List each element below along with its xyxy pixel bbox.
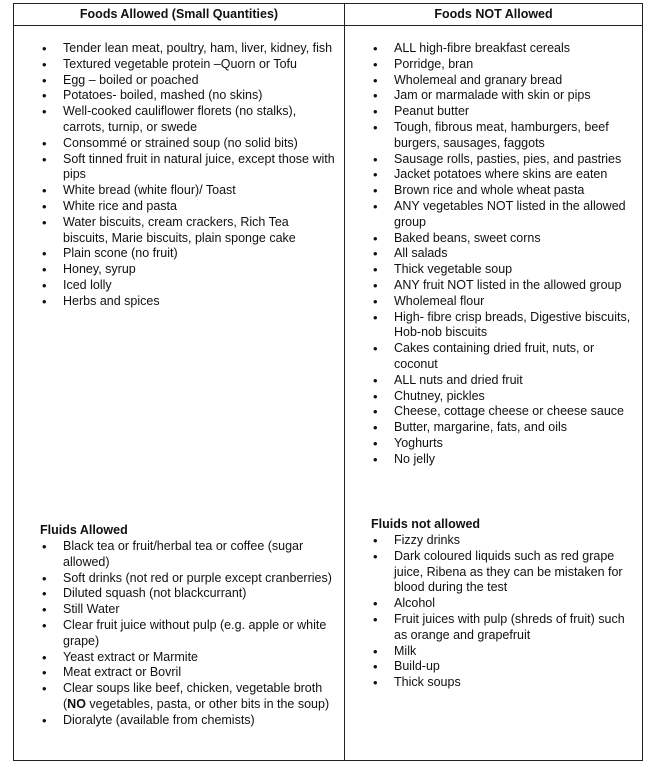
list-item: • ALL high-fibre breakfast cereals (371, 41, 641, 57)
list-item: • No jelly (371, 452, 641, 468)
broth-rest: vegetables, pasta, or other bits in the soup) (85, 696, 330, 711)
list-item: • Dark coloured liquids such as red grape juice, Ribena as they can be mistaken for blood during the test (371, 549, 641, 596)
list-item: • Tender lean meat, poultry, ham, liver, kidney, fish (40, 41, 336, 57)
list-item: • Thick soups (371, 675, 641, 691)
list-item: • Egg – boiled or poached (40, 73, 336, 89)
list-item: • ANY fruit NOT listed in the allowed group (371, 278, 641, 294)
list-item: • Milk (371, 644, 641, 660)
list-item: • Jacket potatoes where skins are eaten (371, 167, 641, 183)
list-item: • Build-up (371, 659, 641, 675)
list-item: • Brown rice and whole wheat pasta (371, 183, 641, 199)
diet-table (13, 3, 643, 761)
list-item: • Soft drinks (not red or purple except cranberries) (40, 571, 336, 587)
fluids-not-allowed-list (371, 533, 641, 691)
fluids-allowed-list (40, 539, 336, 729)
list-item: • Black tea or fruit/herbal tea or coffee (sugar allowed) (40, 539, 336, 571)
fluids-not-allowed-title: Fluids not allowed (371, 517, 481, 531)
list-item: • Chutney, pickles (371, 389, 641, 405)
list-item: • Water biscuits, cream crackers, Rich Tea biscuits, Marie biscuits, plain sponge cake (40, 215, 336, 247)
allowed-foods-list (40, 41, 336, 310)
list-item: • Sausage rolls, pasties, pies, and pastries (371, 152, 641, 168)
fluids-allowed-title: Fluids Allowed (40, 523, 128, 537)
list-item: • Dioralyte (available from chemists) (40, 713, 336, 729)
allowed-foods-header: Foods Allowed (Small Quantities) (79, 7, 279, 21)
broth-text: Clear soups like beef, chicken, vegetable broth ( (63, 681, 323, 711)
list-item: • Wholemeal flour (371, 294, 641, 310)
list-item: • Iced lolly (40, 278, 336, 294)
list-item: • Cheese, cottage cheese or cheese sauce (371, 404, 641, 420)
list-item: • Fizzy drinks (371, 533, 641, 549)
list-item: • Clear fruit juice without pulp (e.g. apple or white grape) (40, 618, 336, 650)
list-item: • Textured vegetable protein –Quorn or Tofu (40, 57, 336, 73)
list-item: • Plain scone (no fruit) (40, 246, 336, 262)
list-item (40, 681, 336, 713)
not-allowed-foods-header: Foods NOT Allowed (434, 7, 553, 21)
list-item: • ANY vegetables NOT listed in the allowed group (371, 199, 641, 231)
list-item: • Potatoes- boiled, mashed (no skins) (40, 88, 336, 104)
column-divider (344, 4, 345, 760)
list-item: • Consommé or strained soup (no solid bits) (40, 136, 336, 152)
list-item: • Yoghurts (371, 436, 641, 452)
list-item: • Baked beans, sweet corns (371, 231, 641, 247)
list-item: • Tough, fibrous meat, hamburgers, beef burgers, sausages, faggots (371, 120, 641, 152)
list-item: • Well-cooked cauliflower florets (no stalks), carrots, turnip, or swede (40, 104, 336, 136)
list-item: • White rice and pasta (40, 199, 336, 215)
list-item: • Thick vegetable soup (371, 262, 641, 278)
list-item: • Porridge, bran (371, 57, 641, 73)
list-item: • Herbs and spices (40, 294, 336, 310)
not-allowed-foods-list (371, 41, 641, 468)
list-item: • Soft tinned fruit in natural juice, except those with pips (40, 152, 336, 184)
list-item: • Cakes containing dried fruit, nuts, or coconut (371, 341, 641, 373)
list-item: • Butter, margarine, fats, and oils (371, 420, 641, 436)
list-item: • Yeast extract or Marmite (40, 650, 336, 666)
list-item: • Still Water (40, 602, 336, 618)
list-item: • Honey, syrup (40, 262, 336, 278)
header-divider (14, 25, 642, 26)
list-item: • White bread (white flour)/ Toast (40, 183, 336, 199)
list-item: • All salads (371, 246, 641, 262)
broth-bold: NO (67, 696, 86, 711)
list-item: • Alcohol (371, 596, 641, 612)
list-item: • Diluted squash (not blackcurrant) (40, 586, 336, 602)
list-item: • Peanut butter (371, 104, 641, 120)
list-item: • Meat extract or Bovril (40, 665, 336, 681)
list-item: • High- fibre crisp breads, Digestive biscuits, Hob-nob biscuits (371, 310, 641, 342)
list-item: • Fruit juices with pulp (shreds of fruit) such as orange and grapefruit (371, 612, 641, 644)
list-item: • Wholemeal and granary bread (371, 73, 641, 89)
list-item: • ALL nuts and dried fruit (371, 373, 641, 389)
list-item: • Jam or marmalade with skin or pips (371, 88, 641, 104)
